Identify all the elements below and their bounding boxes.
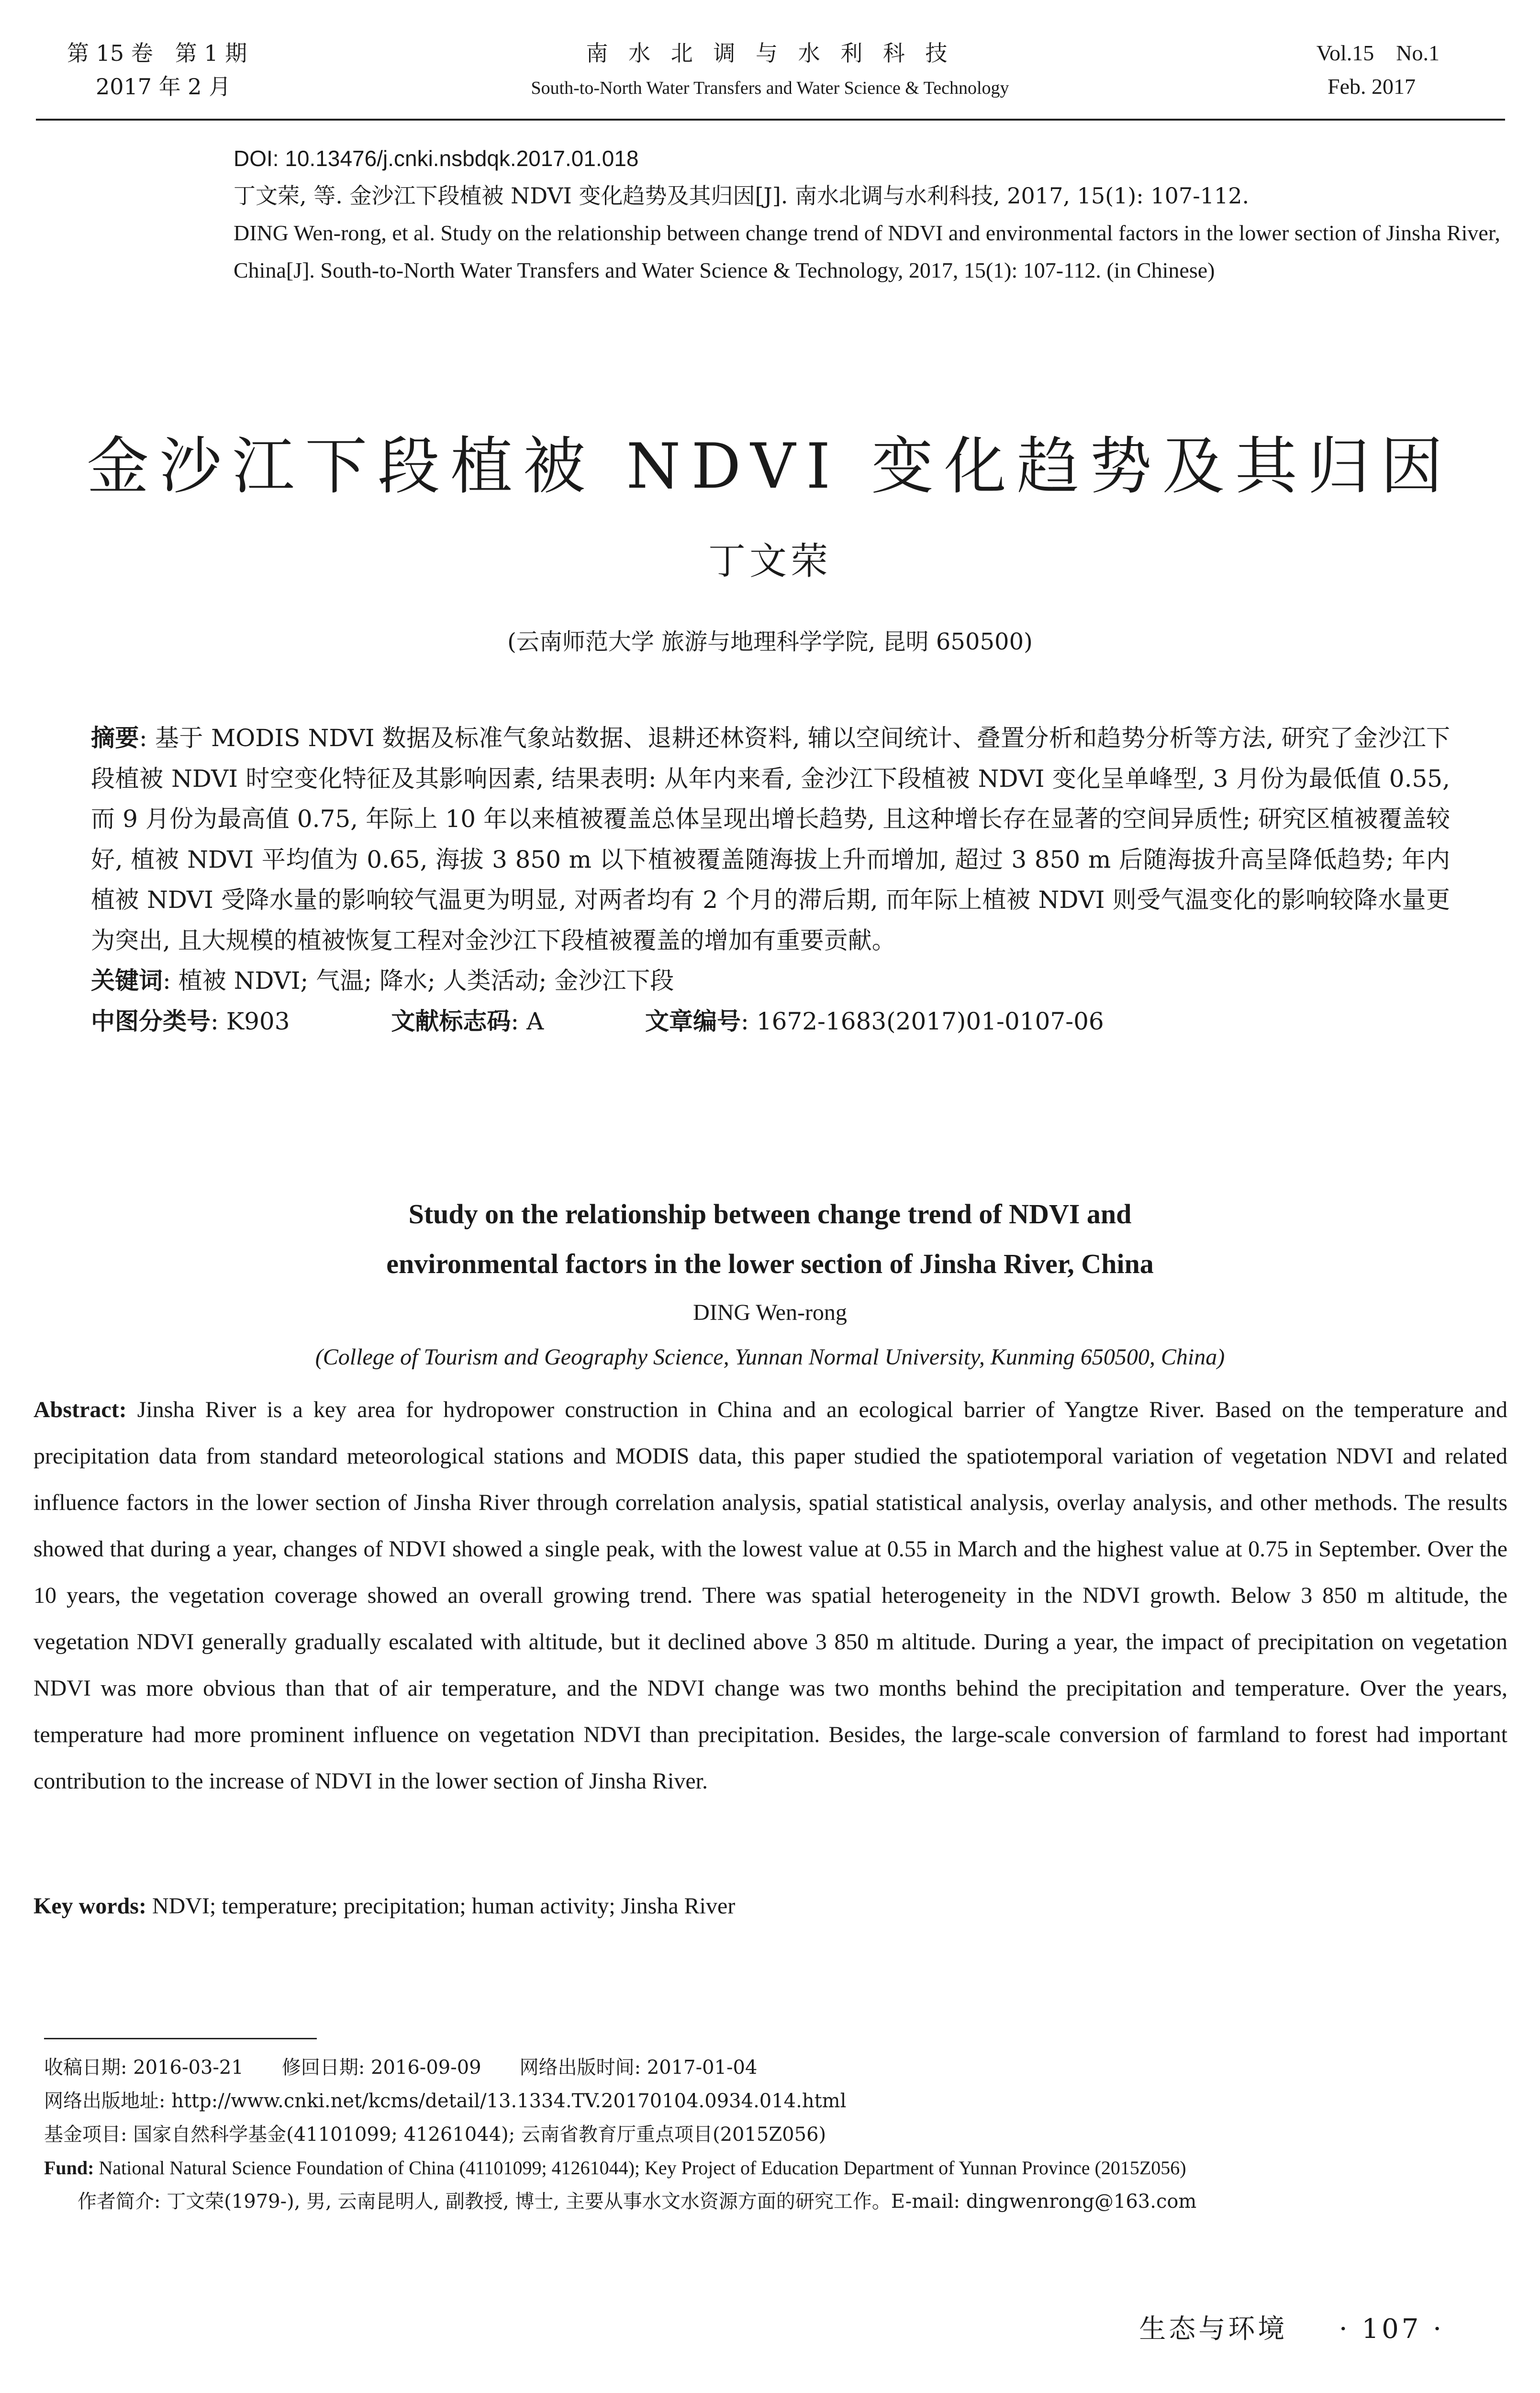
page-number: · 107 · bbox=[1339, 2314, 1444, 2345]
paper-title-en bbox=[0, 1189, 1540, 1289]
paper-title-en-line2: environmental factors in the lower section of Jinsha River, China bbox=[386, 1248, 1154, 1279]
abstract-cn bbox=[91, 718, 1450, 1041]
fund-en-label: Fund: bbox=[44, 2157, 94, 2179]
article-number-label: 文章编号 bbox=[645, 1006, 741, 1035]
volume-issue-en: Vol.15 No.1 bbox=[1316, 41, 1440, 65]
affiliation-cn: (云南师范大学 旅游与地理科学学院, 昆明 650500) bbox=[507, 628, 1033, 655]
footnote-rule bbox=[44, 2038, 317, 2039]
publication-date-en: Feb. 2017 bbox=[1328, 74, 1416, 99]
paper-title-en-line1: Study on the relationship between change trend of NDVI and bbox=[408, 1198, 1132, 1230]
journal-name-cn: 南 水 北 调 与 水 利 科 技 bbox=[586, 40, 954, 66]
keywords-cn-label: 关键词 bbox=[91, 966, 163, 995]
citation-en: DING Wen-rong, et al. Study on the relationship between change trend of NDVI and environmental factors in the lower section of Jinsha River, China[J]. South-to-North Water Transfers and Water Science & Technology, 2017, 15(1): 107-112. (in Chinese) bbox=[234, 221, 1500, 282]
keywords-cn: 关键词: 植被 NDVI; 气温; 降水; 人类活动; 金沙江下段 bbox=[91, 966, 674, 995]
fund-en-text: National Natural Science Foundation of China (41101099; 41261044); Key Project of Education Department of Yunnan Province (2015Z056) bbox=[99, 2157, 1186, 2179]
footnote-fund-en bbox=[44, 2151, 1508, 2185]
abstract-cn-label: 摘要 bbox=[91, 724, 139, 752]
publication-date-cn: 2017 年 2 月 bbox=[96, 74, 231, 100]
footnote-fund-cn: 基金项目: 国家自然科学基金(41101099; 41261044); 云南省教育厅重点项目(2015Z056) bbox=[44, 2124, 826, 2146]
abstract-en bbox=[33, 1387, 1507, 1804]
keywords-en-text: NDVI; temperature; precipitation; human activity; Jinsha River bbox=[152, 1893, 736, 1919]
section-name: 生态与环境 bbox=[1139, 2314, 1288, 2345]
clc-value: K903 bbox=[226, 1007, 290, 1035]
footnote-url: 网络出版地址: http://www.cnki.net/kcms/detail/13.1334.TV.20170104.0934.014.html bbox=[44, 2090, 847, 2112]
abstract-en-label: Abstract: bbox=[33, 1397, 127, 1422]
journal-name-en: South-to-North Water Transfers and Water Science & Technology bbox=[531, 78, 1009, 98]
citation-block bbox=[234, 140, 1507, 289]
article-number-value: 1672-1683(2017)01-0107-06 bbox=[756, 1007, 1104, 1035]
classification-line: 中图分类号: K903 文献标志码: A 文章编号: 1672-1683(2017)01-0107-06 bbox=[91, 1006, 1104, 1035]
author-cn: 丁文荣 bbox=[708, 540, 832, 583]
doi: DOI: 10.13476/j.cnki.nsbdqk.2017.01.018 bbox=[234, 146, 639, 171]
clc-label: 中图分类号 bbox=[91, 1006, 211, 1035]
keywords-en-label: Key words: bbox=[33, 1893, 146, 1919]
page-footer bbox=[1139, 2308, 1444, 2346]
footnote-author-bio: 作者简介: 丁文荣(1979-), 男, 云南昆明人, 副教授, 博士, 主要从事水文水资源方面的研究工作。E-mail: dingwenrong@163.com bbox=[78, 2191, 1197, 2213]
abstract-cn-paragraph: 摘要: 基于 MODIS NDVI 数据及标准气象站数据、退耕还林资料, 辅以空间统计、叠置分析和趋势分析等方法, 研究了金沙江下段植被 NDVI 时空变化特征及其影响因素, 结果表明: 从年内来看, 金沙江下段植被 NDVI 变化呈单峰型, 3 月份为最低值 0.55, 而 9 月份为最高值 0.75, 年际上 10 年以来植被覆盖总体呈现出增长趋势, 且这种增长存在显著的空间异质性; 研究区植被覆盖较好, 植被 NDVI 平均值为 0.65, 海拔 3 850 m 以下植被覆盖随海拔上升而增加, 超过 3 850 m 后随海拔升高呈降低趋势; 年内植被 NDVI 受降水量的影响较气温更为明显, 对两者均有 2 个月的滞后期, 而年际上植被 NDVI 则受气温变化的影响较降水量更为突出, 且大规模的植被恢复工程对金沙江下段植被覆盖的增加有重要贡献。 bbox=[91, 724, 1451, 954]
doc-code-value: A bbox=[526, 1007, 544, 1035]
abstract-cn-text: 基于 MODIS NDVI 数据及标准气象站数据、退耕还林资料, 辅以空间统计、叠置分析和趋势分析等方法, 研究了金沙江下段植被 NDVI 时空变化特征及其影响因素, 结果表明: 从年内来看, 金沙江下段植被 NDVI 变化呈单峰型, 3 月份为最低值 0.55, 而 9 月份为最高值 0.75, 年际上 10 年以来植被覆盖总体呈现出增长趋势, 且这种增长存在显著的空间异质性; 研究区植被覆盖较好, 植被 NDVI 平均值为 0.65, 海拔 3 850 m 以下植被覆盖随海拔上升而增加, 超过 3 850 m 后随海拔升高呈降低趋势; 年内植被 NDVI 受降水量的影响较气温更为明显, 对两者均有 2 个月的滞后期, 而年际上植被 NDVI 则受气温变化的影响较降水量更为突出, 且大规模的植被恢复工程对金沙江下段植被覆盖的增加有重要贡献。 bbox=[91, 724, 1451, 954]
paper-title-cn: 金沙江下段植被 NDVI 变化趋势及其归因 bbox=[87, 430, 1453, 503]
doc-code-label: 文献标志码 bbox=[391, 1006, 511, 1035]
keywords-cn-text: 植被 NDVI; 气温; 降水; 人类活动; 金沙江下段 bbox=[178, 967, 674, 995]
citation-cn: 丁文荣, 等. 金沙江下段植被 NDVI 变化趋势及其归因[J]. 南水北调与水利科技, 2017, 15(1): 107-112. bbox=[234, 183, 1250, 209]
volume-issue: 第 15 卷 第 1 期 bbox=[67, 40, 247, 66]
abstract-en-text: Jinsha River is a key area for hydropower construction in China and an ecological barrier of Yangtze River. Based on the temperature and precipitation data from standard meteorological stations and MODIS data, this paper studied the spatiotemporal variation of vegetation NDVI and related influence factors in the lower section of Jinsha River through correlation analysis, spatial statistical analysis, overlay analysis, and other methods. The results showed that during a year, changes of NDVI showed a single peak, with the lowest value at 0.55 in March and the highest value at 0.75 in September. Over the 10 years, the vegetation coverage showed an overall growing trend. There was spatial heterogeneity in the NDVI growth. Below 3 850 m altitude, the vegetation NDVI generally gradually escalated with altitude, but it declined above 3 850 m altitude. During a year, the impact of precipitation on vegetation NDVI was more obvious than that of air temperature, and the NDVI change was two months behind the precipitation and temperature. Over the years, temperature had more prominent influence on vegetation NDVI than precipitation. Besides, the large-scale conversion of farmland to forest had important contribution to the increase of NDVI in the lower section of Jinsha River. bbox=[33, 1397, 1508, 1794]
footnote-dates: 收稿日期: 2016-03-21 修回日期: 2016-09-09 网络出版时间: 2017-01-04 bbox=[44, 2057, 758, 2079]
author-en: DING Wen-rong bbox=[693, 1300, 847, 1325]
footnotes bbox=[44, 2051, 1508, 2218]
header-rule bbox=[36, 119, 1505, 121]
keywords-en bbox=[33, 1893, 1507, 1919]
affiliation-en: (College of Tourism and Geography Science, Yunnan Normal University, Kunming 650500, China) bbox=[315, 1344, 1225, 1370]
